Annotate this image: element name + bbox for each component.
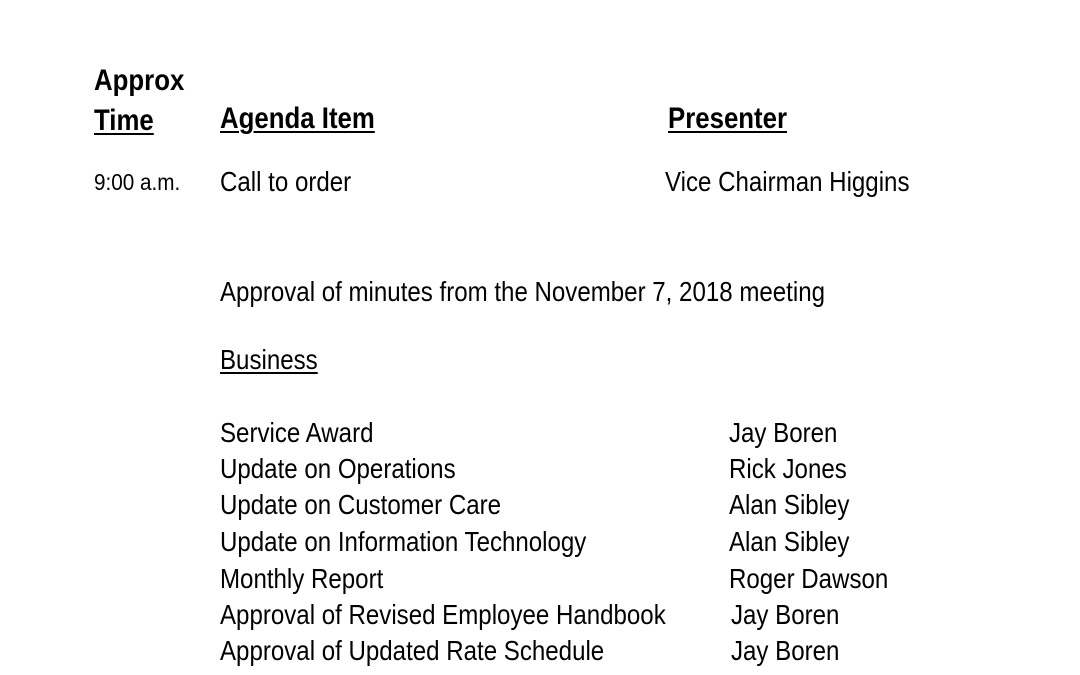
business-item: Service Award <box>220 417 374 448</box>
presenter-header: Presenter <box>668 102 788 135</box>
business-item-presenter: Rick Jones <box>729 453 847 484</box>
agenda-item-call-to-order: Call to order <box>220 166 352 197</box>
business-item-presenter: Jay Boren <box>731 635 840 666</box>
time-header-line1: Approx <box>94 64 185 97</box>
business-item: Update on Operations <box>220 453 456 484</box>
agenda-time: 9:00 a.m. <box>94 169 181 195</box>
business-item: Approval of Revised Employee Handbook <box>220 599 666 630</box>
business-item-presenter: Alan Sibley <box>729 526 850 557</box>
business-item-presenter: Roger Dawson <box>729 563 889 594</box>
approval-of-minutes: Approval of minutes from the November 7, 2018 meeting <box>220 276 825 307</box>
business-item: Monthly Report <box>220 563 384 594</box>
agenda-item-header: Agenda Item <box>220 102 375 135</box>
business-item: Approval of Updated Rate Schedule <box>220 635 605 666</box>
agenda-presenter-call-to-order: Vice Chairman Higgins <box>665 166 910 197</box>
business-item-presenter: Jay Boren <box>729 417 838 448</box>
business-heading: Business <box>220 344 318 375</box>
business-item-presenter: Jay Boren <box>731 599 840 630</box>
time-header-line2: Time <box>94 104 154 137</box>
business-item-presenter: Alan Sibley <box>729 489 850 520</box>
business-item: Update on Customer Care <box>220 489 502 520</box>
business-item: Update on Information Technology <box>220 526 587 557</box>
